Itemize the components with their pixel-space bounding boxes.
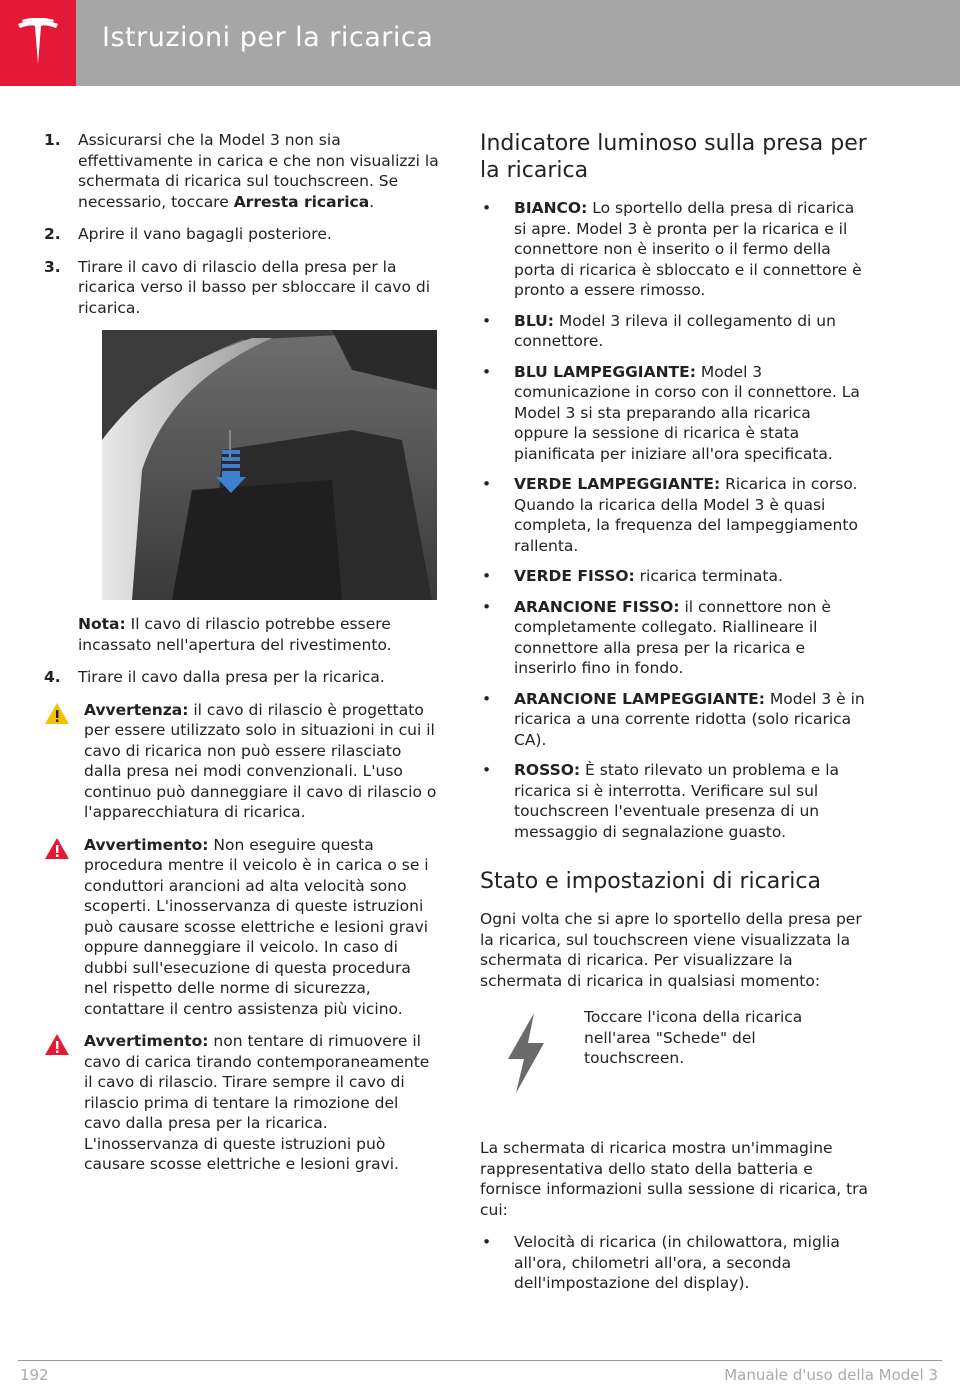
right-column	[480, 130, 870, 1304]
warning-text: Non eseguire questa procedura mentre il veicolo è in carica o se i conduttori arancioni ad alta velocità sono scoperti. L'inosservanza di queste istruzioni può causare scosse elettriche e lesioni gravi oppure danneggiare il veicolo. In caso di dubbi sull'esecuzione di questa procedura nel rispetto delle norme di sicurezza, contattare il centro assistenza più vicino.	[84, 835, 429, 1018]
step-number: 4.	[44, 668, 61, 686]
bullet-label: VERDE LAMPEGGIANTE:	[514, 475, 721, 493]
section-heading-status: Stato e impostazioni di ricarica	[480, 869, 821, 894]
step-number: 2.	[44, 225, 61, 243]
bullet-text: È stato rilevato un problema e la ricarica si è interrotta. Verificare sul sul touchscreen l'eventuale presenza di un messaggio di segnalazione guasto.	[514, 761, 839, 841]
bullet-mark: •	[482, 1233, 492, 1251]
bullet-label: ROSSO:	[514, 761, 581, 779]
bullet-mark: •	[482, 311, 492, 330]
warning-text: non tentare di rimuovere il cavo di carica tirando contemporaneamente il cavo di rilascio. Tirare sempre il cavo di rilascio prima di tentare la rimozione del cavo dalla presa per la ricarica. L'inosservanza di queste istruzioni può causare scosse elettriche e lesioni gravi.	[84, 1032, 430, 1173]
page-header	[0, 0, 960, 86]
step-text: Assicurarsi che la Model 3 non sia effettivamente in carica e che non visualizzi la schermata di ricarica sul touchscreen. Se necessario, toccare	[78, 131, 439, 211]
section-heading-indicator: Indicatore luminoso sulla presa per la ricarica	[480, 131, 867, 183]
left-column	[44, 130, 439, 1187]
step-bold-text: Arresta ricarica	[233, 192, 370, 211]
status-paragraph: La schermata di ricarica mostra un'immagine rappresentativa dello stato della batteria e fornisce informazioni sulla sessione di ricarica, tra cui:	[480, 1139, 869, 1219]
step-text: Tirare il cavo dalla presa per la ricarica.	[78, 668, 385, 686]
footer-divider	[18, 1360, 942, 1361]
warning-block	[44, 835, 439, 1020]
list-item	[480, 566, 870, 587]
bullet-label: BLU LAMPEGGIANTE:	[514, 362, 696, 381]
warning-text: il cavo di rilascio è progettato per essere utilizzato solo in situazioni in cui il cavo di ricarica non può essere rilasciato dalla presa nei modi convenzionali. L'uso continuo può danneggiare il cavo di rilascio o l'apparecchiatura di ricarica.	[84, 700, 437, 821]
bullet-label: ARANCIONE FISSO:	[514, 597, 680, 616]
bullet-mark: •	[482, 597, 492, 616]
bullet-mark: •	[482, 199, 492, 217]
list-item	[480, 474, 870, 556]
list-item	[480, 198, 870, 301]
bullet-text: il connettore non è completamente collegato. Riallineare il connettore alla presa per la ricarica e inserirlo fino in fondo.	[514, 597, 831, 677]
step-number: 1.	[44, 131, 61, 149]
bullet-text: Velocità di ricarica (in chilowattora, miglia all'ora, chilometri all'ora, a seconda dell'impostazione del display).	[514, 1233, 840, 1292]
step-text: Aprire il vano bagagli posteriore.	[78, 225, 332, 243]
charge-icon-text: Toccare l'icona della ricarica nell'area "Schede" del touchscreen.	[584, 1008, 803, 1067]
note	[44, 614, 439, 655]
list-item	[480, 1232, 870, 1294]
status-intro: Ogni volta che si apre lo sportello della presa per la ricarica, sul touchscreen viene visualizzata la schermata di ricarica. Per visualizzare la schermata di ricarica in qualsiasi momento:	[480, 910, 862, 990]
bullet-mark: •	[482, 362, 492, 381]
warning-block	[44, 1031, 439, 1175]
page-number: 192	[20, 1366, 49, 1384]
list-item	[480, 689, 870, 751]
bullet-text: Model 3 è in ricarica a una corrente ridotta (solo ricarica CA).	[514, 689, 865, 749]
bullet-text: Ricarica in corso. Quando la ricarica della Model 3 è quasi completa, la frequenza del lampeggiamento rallenta.	[514, 475, 858, 555]
bullet-mark: •	[482, 567, 492, 585]
bullet-text: ricarica terminata.	[634, 567, 783, 585]
step-text: Tirare il cavo di rilascio della presa per la ricarica verso il basso per sbloccare il cavo di ricarica.	[78, 257, 431, 317]
bullet-label: ARANCIONE LAMPEGGIANTE:	[514, 689, 765, 708]
bullet-mark: •	[482, 475, 492, 493]
caution-block	[44, 700, 439, 823]
trunk-release-illustration	[102, 330, 437, 600]
list-item	[480, 311, 870, 352]
warning-label: Avvertenza:	[84, 700, 189, 719]
list-item	[480, 760, 870, 842]
page-title: Istruzioni per la ricarica	[102, 22, 434, 53]
warning-triangle-icon	[44, 1033, 70, 1056]
tesla-logo	[0, 0, 76, 86]
step-2	[44, 224, 439, 245]
list-item	[480, 597, 870, 679]
note-text: Il cavo di rilascio potrebbe essere incassato nell'apertura del rivestimento.	[78, 615, 392, 654]
warning-label: Avvertimento:	[84, 1032, 209, 1050]
warning-label: Avvertimento:	[84, 835, 209, 854]
note-label: Nota:	[78, 615, 126, 633]
step-1	[44, 130, 439, 212]
bullet-mark: •	[482, 761, 492, 779]
bullet-label: BIANCO:	[514, 199, 588, 217]
bullet-text: Model 3 rileva il collegamento di un connettore.	[514, 311, 836, 350]
bullet-mark: •	[482, 689, 492, 708]
step-4	[44, 667, 439, 688]
warning-triangle-icon	[44, 702, 70, 725]
step-number: 3.	[44, 257, 61, 276]
bullet-label: BLU:	[514, 311, 554, 330]
lightning-bolt-icon	[504, 1013, 548, 1093]
manual-title: Manuale d'uso della Model 3	[724, 1366, 938, 1384]
charge-icon-row	[480, 1007, 870, 1122]
step-3	[44, 257, 439, 319]
list-item	[480, 362, 870, 465]
bullet-text: Lo sportello della presa di ricarica si apre. Model 3 è pronta per la ricarica e il connettore non è inserito o il fermo della porta di ricarica è sbloccato e il connettore è pronto a essere rimosso.	[514, 199, 862, 299]
bullet-text: Model 3 comunicazione in corso con il connettore. La Model 3 si sta preparando alla ricarica oppure la sessione di ricarica è stata pianificata per iniziare all'ora specificata.	[514, 362, 860, 463]
warning-triangle-icon	[44, 837, 70, 860]
bullet-label: VERDE FISSO:	[514, 567, 635, 585]
step-text-tail: .	[369, 192, 375, 211]
